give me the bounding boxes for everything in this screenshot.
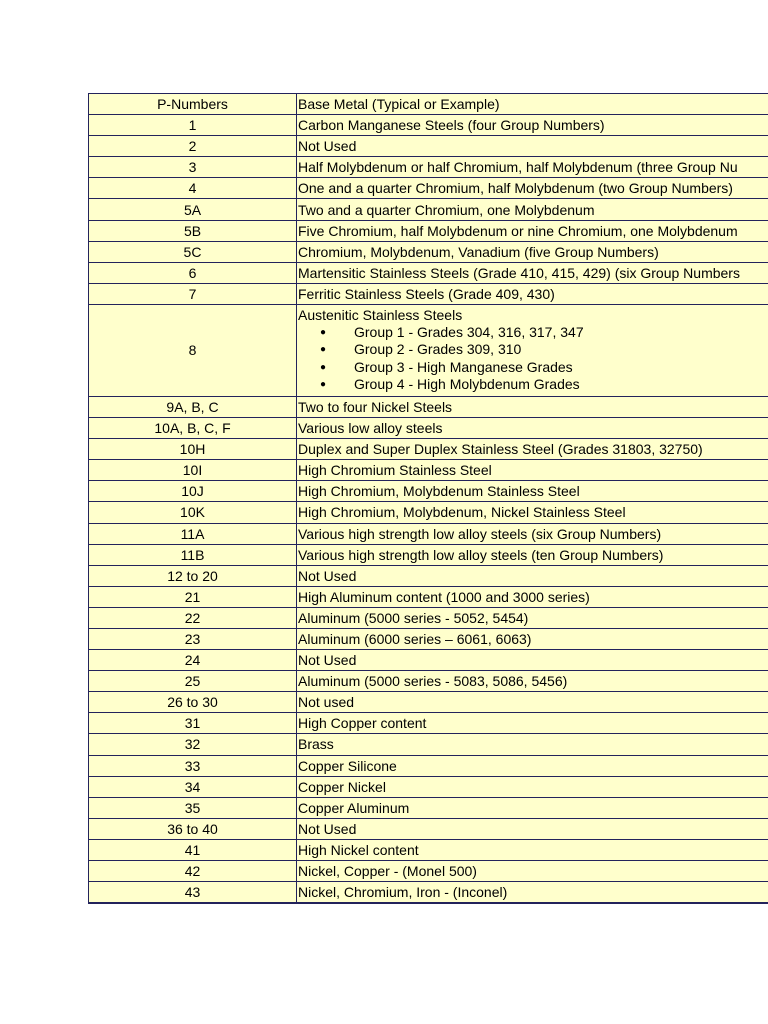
- base-metal-cell: Half Molybdenum or half Chromium, half Molybdenum (three Group Nu: [297, 157, 768, 178]
- p-number-cell: 34: [89, 776, 297, 797]
- p-number-cell: 31: [89, 713, 297, 734]
- table-row: [89, 136, 768, 157]
- base-metal-cell: Ferritic Stainless Steels (Grade 409, 430): [297, 283, 768, 304]
- group-list-item: [298, 359, 768, 377]
- header-base-metal: Base Metal (Typical or Example): [297, 94, 768, 115]
- table-row: [89, 818, 768, 839]
- p-number-cell: 1: [89, 115, 297, 136]
- base-metal-cell: Duplex and Super Duplex Stainless Steel (Grades 31803, 32750): [297, 439, 768, 460]
- p-number-cell: 11B: [89, 544, 297, 565]
- table-row: [89, 199, 768, 220]
- table-row: [89, 481, 768, 502]
- table-row: [89, 861, 768, 882]
- austenitic-title: Austenitic Stainless Steels: [298, 306, 463, 323]
- base-metal-cell: Copper Aluminum: [297, 797, 768, 818]
- table-row: [89, 628, 768, 649]
- group-list-item: [298, 324, 768, 342]
- base-metal-cell: Nickel, Chromium, Iron - (Inconel): [297, 882, 768, 904]
- group-text: Group 2 - Grades 309, 310: [354, 341, 522, 358]
- table-row: [89, 418, 768, 439]
- table-row: [89, 157, 768, 178]
- base-metal-cell: One and a quarter Chromium, half Molybdenum (two Group Numbers): [297, 178, 768, 199]
- base-metal-cell: Not Used: [297, 818, 768, 839]
- p-number-cell: 21: [89, 586, 297, 607]
- bullet-icon: ●: [320, 326, 327, 338]
- table-row: [89, 776, 768, 797]
- p-number-cell: 4: [89, 178, 297, 199]
- table-row: [89, 178, 768, 199]
- group-text: Group 1 - Grades 304, 316, 317, 347: [354, 323, 584, 340]
- table-row: [89, 439, 768, 460]
- p-number-cell: 42: [89, 861, 297, 882]
- base-metal-cell: High Chromium, Molybdenum, Nickel Stainless Steel: [297, 502, 768, 523]
- p-number-cell: 3: [89, 157, 297, 178]
- p-number-cell: 24: [89, 650, 297, 671]
- table-row: [89, 220, 768, 241]
- base-metal-cell: Two to four Nickel Steels: [297, 396, 768, 417]
- table-row: [89, 502, 768, 523]
- p-number-cell: 10A, B, C, F: [89, 418, 297, 439]
- p-number-cell: 26 to 30: [89, 692, 297, 713]
- table-row: [89, 586, 768, 607]
- p-number-cell: 8: [89, 304, 297, 396]
- p-number-cell: 10I: [89, 460, 297, 481]
- p-number-cell: 35: [89, 797, 297, 818]
- p-number-cell: 11A: [89, 523, 297, 544]
- base-metal-cell: Not Used: [297, 650, 768, 671]
- bullet-icon: ●: [320, 344, 327, 356]
- base-metal-cell: Brass: [297, 734, 768, 755]
- table-header-row: [89, 94, 768, 115]
- table-row-p8: [89, 304, 768, 396]
- p-number-cell: 36 to 40: [89, 818, 297, 839]
- p-numbers-table: [88, 93, 768, 904]
- base-metal-cell: High Chromium Stainless Steel: [297, 460, 768, 481]
- base-metal-cell: Chromium, Molybdenum, Vanadium (five Group Numbers): [297, 241, 768, 262]
- base-metal-cell: Two and a quarter Chromium, one Molybdenum: [297, 199, 768, 220]
- p-number-cell: 10H: [89, 439, 297, 460]
- group-list-item: [298, 376, 768, 394]
- p-number-cell: 5B: [89, 220, 297, 241]
- table-row: [89, 460, 768, 481]
- base-metal-cell: Not Used: [297, 136, 768, 157]
- p-number-cell: 2: [89, 136, 297, 157]
- p-number-cell: 12 to 20: [89, 565, 297, 586]
- table-row: [89, 797, 768, 818]
- base-metal-cell: Carbon Manganese Steels (four Group Numbers): [297, 115, 768, 136]
- table-row: [89, 839, 768, 860]
- group-list-item: [298, 341, 768, 359]
- p-number-cell: 25: [89, 671, 297, 692]
- base-metal-cell: Martensitic Stainless Steels (Grade 410, 415, 429) (six Group Numbers: [297, 262, 768, 283]
- p-number-cell: 5A: [89, 199, 297, 220]
- group-text: Group 4 - High Molybdenum Grades: [354, 376, 580, 393]
- bullet-icon: ●: [320, 379, 327, 391]
- table-row: [89, 544, 768, 565]
- table-row: [89, 565, 768, 586]
- base-metal-cell: Copper Nickel: [297, 776, 768, 797]
- table-row: [89, 523, 768, 544]
- p-number-cell: 10J: [89, 481, 297, 502]
- p-number-cell: 22: [89, 607, 297, 628]
- table-body: [89, 94, 768, 904]
- base-metal-cell: Various low alloy steels: [297, 418, 768, 439]
- table-row: [89, 396, 768, 417]
- base-metal-cell: Not Used: [297, 565, 768, 586]
- table-row: [89, 283, 768, 304]
- base-metal-cell: High Aluminum content (1000 and 3000 series): [297, 586, 768, 607]
- base-metal-cell: Aluminum (5000 series - 5083, 5086, 5456): [297, 671, 768, 692]
- base-metal-cell: High Copper content: [297, 713, 768, 734]
- p-number-cell: 10K: [89, 502, 297, 523]
- table-row: [89, 882, 768, 904]
- table-row: [89, 692, 768, 713]
- table-row: [89, 607, 768, 628]
- header-p-numbers: P-Numbers: [89, 94, 297, 115]
- p-number-cell: 6: [89, 262, 297, 283]
- p-number-cell: 33: [89, 755, 297, 776]
- base-metal-cell: Not used: [297, 692, 768, 713]
- table-row: [89, 734, 768, 755]
- base-metal-cell: Copper Silicone: [297, 755, 768, 776]
- bullet-icon: ●: [320, 361, 327, 373]
- table-row: [89, 650, 768, 671]
- base-metal-cell: Aluminum (6000 series – 6061, 6063): [297, 628, 768, 649]
- base-metal-cell: Aluminum (5000 series - 5052, 5454): [297, 607, 768, 628]
- base-metal-cell: High Nickel content: [297, 839, 768, 860]
- table-row: [89, 115, 768, 136]
- table-row: [89, 713, 768, 734]
- base-metal-cell: High Chromium, Molybdenum Stainless Steel: [297, 481, 768, 502]
- p-number-cell: 43: [89, 882, 297, 904]
- p-number-cell: 5C: [89, 241, 297, 262]
- base-metal-cell: Nickel, Copper - (Monel 500): [297, 861, 768, 882]
- table-row: [89, 671, 768, 692]
- group-list: [298, 324, 768, 394]
- base-metal-cell: [297, 304, 768, 396]
- table-row: [89, 755, 768, 776]
- p-number-cell: 7: [89, 283, 297, 304]
- table-row: [89, 262, 768, 283]
- base-metal-cell: Various high strength low alloy steels (ten Group Numbers): [297, 544, 768, 565]
- base-metal-cell: Various high strength low alloy steels (six Group Numbers): [297, 523, 768, 544]
- base-metal-cell: Five Chromium, half Molybdenum or nine Chromium, one Molybdenum: [297, 220, 768, 241]
- p-number-cell: 41: [89, 839, 297, 860]
- p-number-cell: 23: [89, 628, 297, 649]
- group-text: Group 3 - High Manganese Grades: [354, 358, 573, 375]
- p-number-cell: 9A, B, C: [89, 396, 297, 417]
- p-number-cell: 32: [89, 734, 297, 755]
- table-row: [89, 241, 768, 262]
